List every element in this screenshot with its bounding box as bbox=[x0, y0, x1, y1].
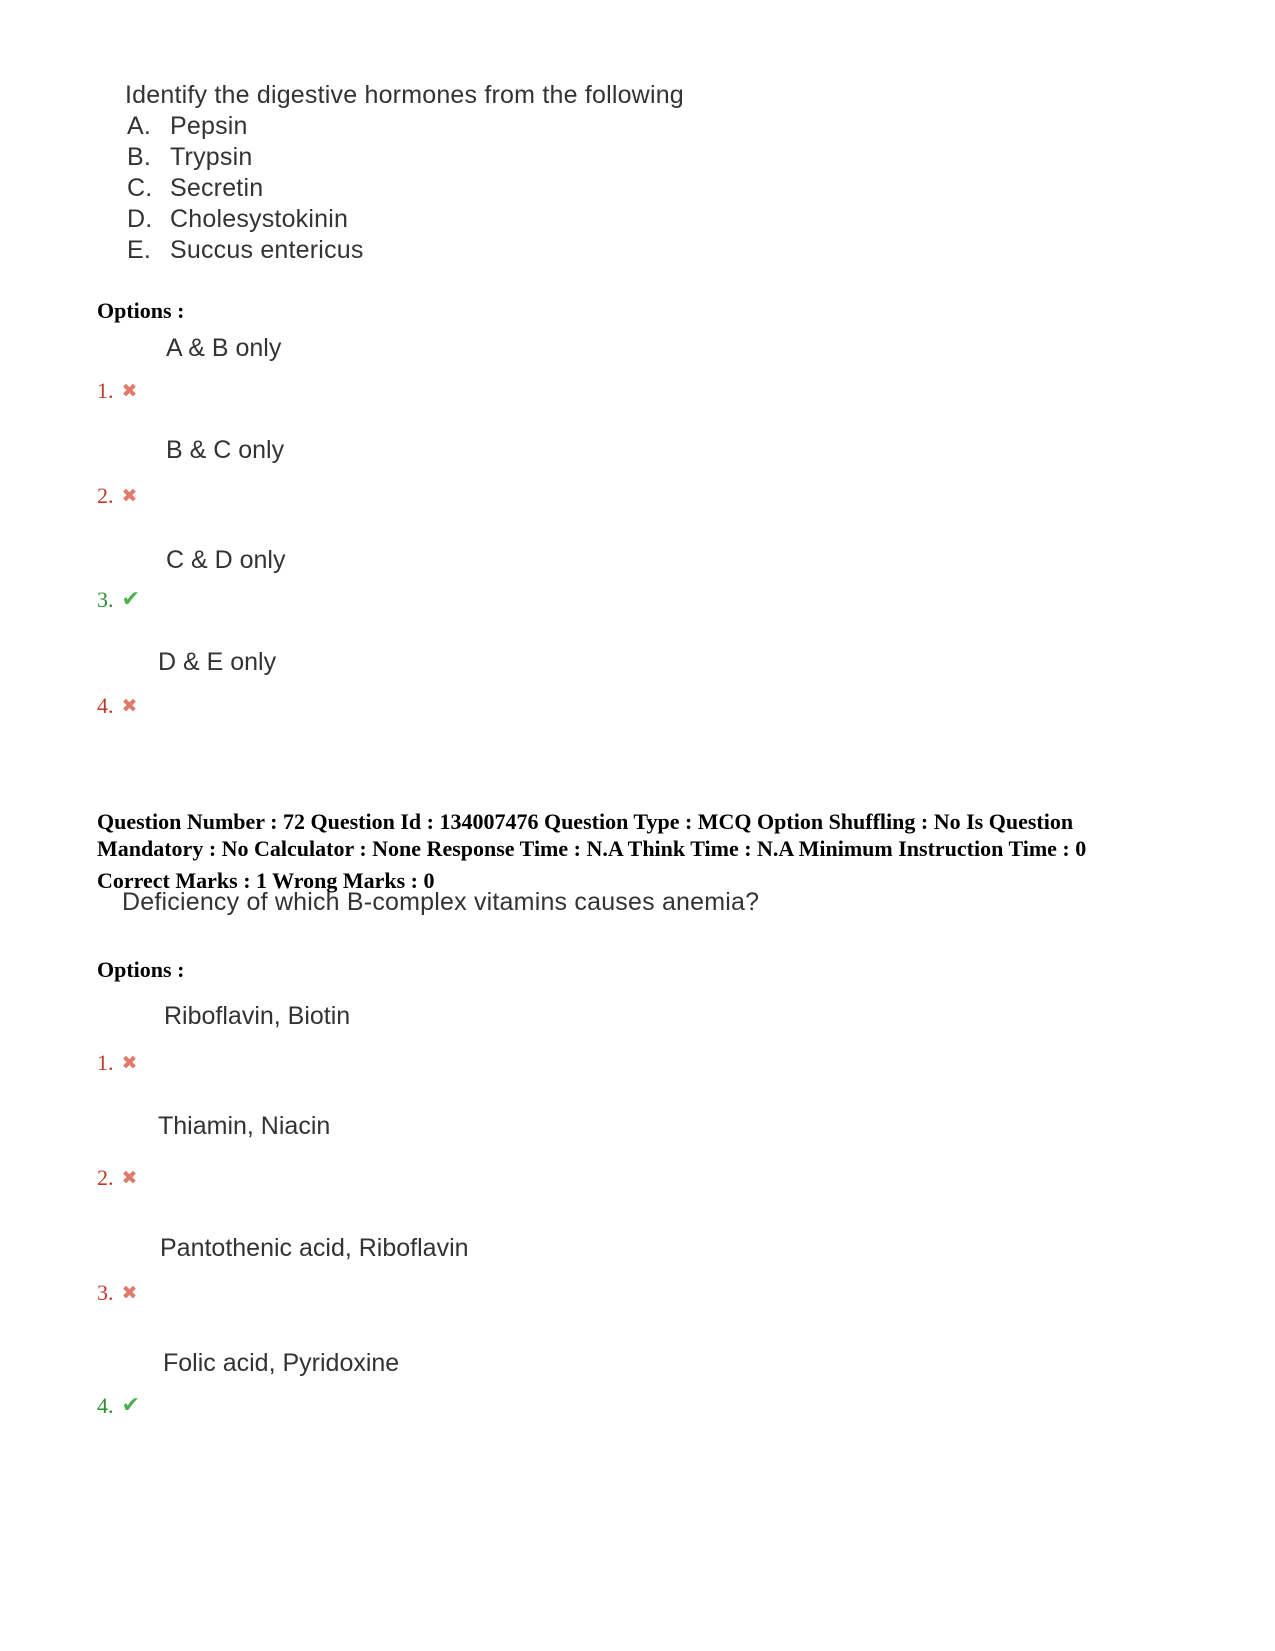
option-number: 1. ✖ bbox=[97, 378, 138, 403]
cross-icon: ✖ bbox=[121, 1283, 138, 1304]
option-number: 4. ✖ bbox=[97, 693, 138, 718]
option-number: 4. ✔ bbox=[97, 1392, 140, 1418]
stem-item-a: A. Pepsin bbox=[127, 112, 248, 140]
meta-line: Question Number : 72 Question Id : 134007476 Question Type : MCQ Option Shuffling : No Is Question bbox=[97, 809, 1074, 834]
option-number: 2. ✖ bbox=[97, 1165, 138, 1190]
option-text: A & B only bbox=[166, 334, 282, 362]
option-text: Thiamin, Niacin bbox=[158, 1112, 331, 1140]
option-number: 2. ✖ bbox=[97, 483, 138, 508]
stem-item-e: E. Succus entericus bbox=[127, 236, 364, 264]
question-stem-71 bbox=[125, 80, 684, 266]
meta-line: Mandatory : No Calculator : None Response Time : N.A Think Time : N.A Minimum Instruction Time : 0 bbox=[97, 836, 1087, 861]
option-text: Pantothenic acid, Riboflavin bbox=[160, 1234, 469, 1262]
question-stem-72: Deficiency of which B-complex vitamins causes anemia? bbox=[122, 888, 760, 916]
option-text: C & D only bbox=[166, 546, 286, 574]
checkmark-icon: ✔ bbox=[121, 1392, 140, 1417]
stem-item-b: B. Trypsin bbox=[127, 143, 253, 171]
option-text: Folic acid, Pyridoxine bbox=[163, 1349, 400, 1377]
stem-item-d: D. Cholesystokinin bbox=[127, 205, 349, 233]
cross-icon: ✖ bbox=[121, 696, 138, 717]
marks-line: Correct Marks : 1 Wrong Marks : 0 bbox=[97, 868, 435, 893]
checkmark-icon: ✔ bbox=[121, 586, 140, 611]
options-heading: Options : bbox=[97, 957, 185, 982]
option-number: 3. ✔ bbox=[97, 586, 140, 612]
option-number: 3. ✖ bbox=[97, 1280, 138, 1305]
option-text: Riboflavin, Biotin bbox=[164, 1002, 351, 1030]
option-number: 1. ✖ bbox=[97, 1050, 138, 1075]
cross-icon: ✖ bbox=[121, 381, 138, 402]
option-text: D & E only bbox=[158, 648, 277, 676]
options-heading: Options : bbox=[97, 298, 185, 323]
cross-icon: ✖ bbox=[121, 1053, 138, 1074]
stem-item-c: C. Secretin bbox=[127, 174, 264, 202]
question-stem-text: Identify the digestive hormones from the following bbox=[125, 81, 684, 109]
cross-icon: ✖ bbox=[121, 486, 138, 507]
cross-icon: ✖ bbox=[121, 1168, 138, 1189]
option-text: B & C only bbox=[166, 436, 285, 464]
question-meta bbox=[97, 808, 1187, 894]
